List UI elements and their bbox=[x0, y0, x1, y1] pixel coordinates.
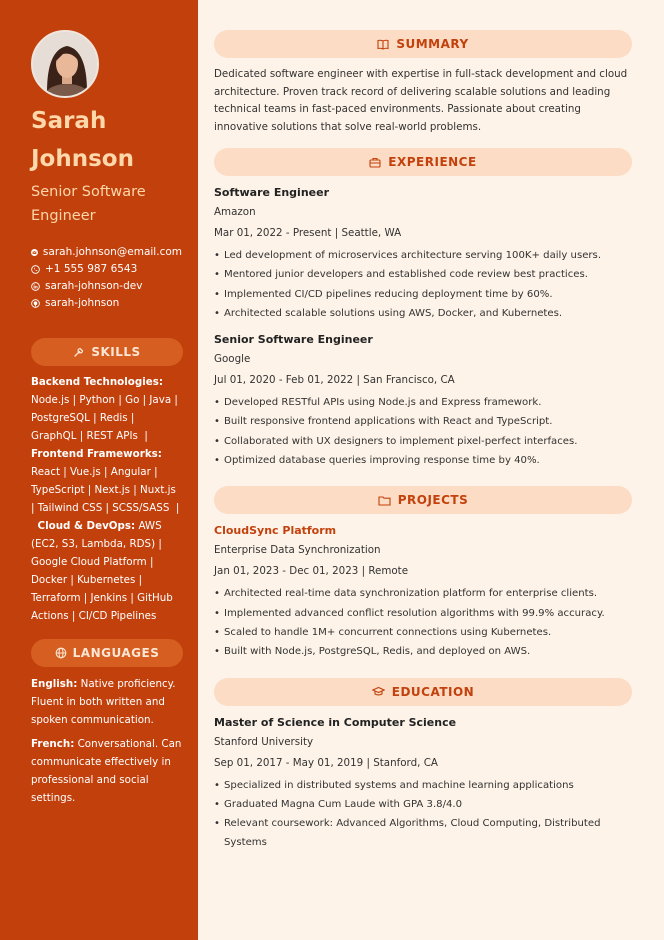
summary-heading-label: SUMMARY bbox=[396, 37, 469, 51]
degree: Master of Science in Computer Science bbox=[214, 715, 457, 729]
project-bullets bbox=[214, 584, 632, 661]
bullet-item: • Specialized in distributed systems and machine learning applications bbox=[214, 776, 632, 795]
education-bullets bbox=[214, 776, 632, 853]
bullet-item: • Optimized database queries improving response time by 40%. bbox=[214, 451, 632, 470]
linkedin-icon bbox=[31, 282, 40, 291]
skills-heading bbox=[31, 338, 183, 366]
projects-heading bbox=[214, 486, 632, 514]
school: Stanford University bbox=[214, 735, 314, 748]
skill-items: Node.js | Python | Go | Java | PostgreSQL | Redis | GraphQL | REST APIs bbox=[31, 394, 178, 442]
contact-email-text: sarah.johnson@email.com bbox=[42, 246, 182, 258]
globe-icon bbox=[55, 647, 67, 659]
language-item bbox=[31, 675, 182, 729]
bullet-item: • Collaborated with UX designers to implement pixel-perfect interfaces. bbox=[214, 432, 632, 451]
experience-heading bbox=[214, 148, 632, 176]
job-entry bbox=[214, 331, 632, 470]
job-bullets bbox=[214, 393, 632, 470]
project-subtitle: Enterprise Data Synchronization bbox=[214, 544, 381, 557]
skill-items: React | Vue.js | Angular | TypeScript | Next.js | Nuxt.js | Tailwind CSS | SCSS/SASS bbox=[31, 466, 176, 514]
bullet-item: • Implemented CI/CD pipelines reducing deployment time by 60%. bbox=[214, 285, 632, 304]
project-meta: Jan 01, 2023 - Dec 01, 2023 | Remote bbox=[214, 565, 409, 578]
bullet-item: • Graduated Magna Cum Laude with GPA 3.8/4.0 bbox=[214, 795, 632, 814]
bullet-item: • Relevant coursework: Advanced Algorithms, Cloud Computing, Distributed Systems bbox=[214, 814, 632, 853]
bullet-item: • Built responsive frontend applications with React and TypeScript. bbox=[214, 412, 632, 431]
wrench-icon bbox=[73, 346, 85, 358]
project-entry bbox=[214, 522, 632, 661]
job-meta: Mar 01, 2022 - Present | Seattle, WA bbox=[214, 227, 402, 239]
experience-section bbox=[214, 148, 632, 470]
projects-heading-label: PROJECTS bbox=[397, 493, 469, 508]
education-meta: Sep 01, 2017 - May 01, 2019 | Stanford, CA bbox=[214, 756, 438, 769]
job-company: Amazon bbox=[214, 206, 256, 218]
last-name: Johnson bbox=[31, 146, 134, 172]
language-name: English: bbox=[31, 678, 78, 690]
contact-list bbox=[31, 244, 182, 312]
graduation-cap-icon bbox=[372, 686, 385, 697]
bullet-item: • Architected scalable solutions using AWS, Docker, and Kubernetes. bbox=[214, 304, 632, 323]
briefcase-icon bbox=[369, 157, 381, 168]
education-heading-label: EDUCATION bbox=[391, 684, 475, 699]
folder-icon bbox=[378, 495, 391, 506]
project-title: CloudSync Platform bbox=[214, 524, 337, 538]
bullet-item: • Mentored junior developers and established code review best practices. bbox=[214, 265, 632, 284]
job-bullets bbox=[214, 246, 632, 323]
job-company: Google bbox=[214, 353, 251, 366]
github-icon bbox=[31, 299, 40, 308]
job-entry bbox=[214, 184, 632, 323]
job-title: Senior Software Engineer bbox=[214, 333, 373, 347]
projects-section bbox=[214, 486, 632, 661]
language-name: French: bbox=[31, 738, 75, 750]
job-title: Software Engineer bbox=[214, 186, 329, 199]
languages-heading bbox=[31, 639, 183, 667]
contact-phone-text: +1 555 987 6543 bbox=[45, 263, 138, 275]
skill-category: Cloud & DevOps: bbox=[37, 520, 136, 532]
language-desc: Native proficiency. Fluent in both written and spoken communication. bbox=[31, 678, 176, 726]
bullet-item: • Implemented advanced conflict resolution algorithms with 99.9% accuracy. bbox=[214, 604, 632, 623]
skills-heading-label: SKILLS bbox=[91, 345, 141, 359]
book-icon bbox=[377, 39, 389, 50]
contact-linkedin[interactable] bbox=[31, 278, 182, 295]
skill-category: Backend Technologies: bbox=[31, 376, 163, 388]
languages-heading-label: LANGUAGES bbox=[72, 646, 160, 660]
job-meta: Jul 01, 2020 - Feb 01, 2022 | San Francisco, CA bbox=[214, 374, 455, 387]
bullet-item: • Architected real-time data synchronization platform for enterprise clients. bbox=[214, 584, 632, 603]
contact-email[interactable] bbox=[31, 244, 182, 261]
main-content bbox=[214, 30, 632, 853]
profile-photo bbox=[31, 30, 99, 98]
experience-heading-label: EXPERIENCE bbox=[388, 155, 477, 169]
contact-phone[interactable] bbox=[31, 261, 182, 278]
skills-list: Backend Technologies: Node.js | Python | Go | Java | PostgreSQL | Redis | GraphQL | REST APIs | Frontend Frameworks: React | Vue.js | Angular | TypeScript | Next.js | Nuxt.js | Tailwind CSS | SCSS/SASS | Cloud & DevOps: AWS (EC2, S3, Lambda, RDS) | Google Cloud Platform | Docker | Kubernetes | Terraform | Jenkins | GitHub Actions | CI/CD Pipelines bbox=[31, 376, 180, 622]
contact-linkedin-text: sarah-johnson-dev bbox=[45, 280, 143, 292]
phone-icon bbox=[31, 265, 40, 274]
sidebar bbox=[0, 0, 198, 940]
job-title-line-1: Senior Software bbox=[31, 184, 146, 200]
bullet-item: • Led development of microservices architecture serving 100K+ daily users. bbox=[214, 246, 632, 265]
languages-list bbox=[31, 675, 182, 807]
contact-github-text: sarah-johnson bbox=[45, 297, 120, 309]
summary-heading bbox=[214, 30, 632, 58]
language-desc: Conversational. Can communicate effectively in professional and social settings. bbox=[31, 738, 182, 804]
language-item bbox=[31, 735, 182, 807]
contact-github[interactable] bbox=[31, 295, 182, 312]
bullet-item: • Scaled to handle 1M+ concurrent connections using Kubernetes. bbox=[214, 623, 632, 642]
email-icon bbox=[31, 248, 38, 257]
education-entry bbox=[214, 714, 632, 853]
skill-items: AWS (EC2, S3, Lambda, RDS) | Google Cloud Platform | Docker | Kubernetes | Terraform | Jenkins | GitHub Actions | CI/CD Pipelines bbox=[31, 520, 173, 622]
summary-text: Dedicated software engineer with expertise in full-stack development and cloud architecture. Proven track record of delivering scalable solutions and leading technical teams in fast-paced environments. Passionate about creating innovative solutions that solve real-world problems. bbox=[214, 68, 628, 133]
education-section bbox=[214, 678, 632, 853]
education-heading bbox=[214, 678, 632, 706]
first-name: Sarah bbox=[31, 108, 107, 134]
job-title-line-2: Engineer bbox=[31, 208, 96, 224]
bullet-item: • Developed RESTful APIs using Node.js and Express framework. bbox=[214, 393, 632, 412]
bullet-item: • Built with Node.js, PostgreSQL, Redis, and deployed on AWS. bbox=[214, 642, 632, 661]
skill-category: Frontend Frameworks: bbox=[31, 448, 162, 460]
